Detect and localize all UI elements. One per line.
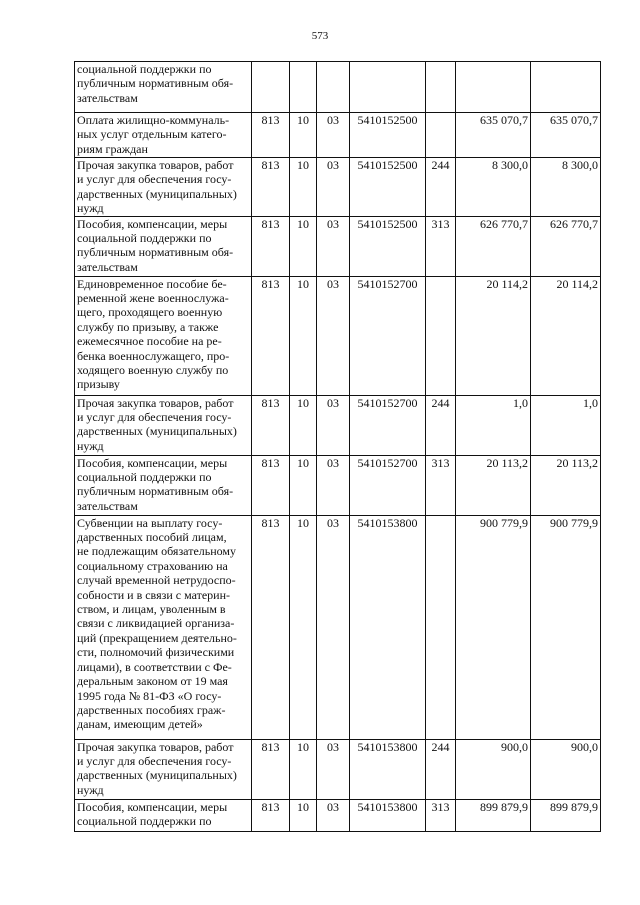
target-article-cell: 5410153800 <box>350 515 426 739</box>
amount-cell: 20 114,2 <box>456 276 531 395</box>
amount-cell: 20 113,2 <box>456 455 531 515</box>
expense-type-cell: 313 <box>426 216 456 276</box>
section-code-cell: 10 <box>290 799 317 831</box>
target-article-cell: 5410152700 <box>350 276 426 395</box>
amount-cell: 626 770,7 <box>456 216 531 276</box>
expense-type-cell <box>426 515 456 739</box>
table-row <box>75 113 601 158</box>
subsection-code-cell: 03 <box>317 515 350 739</box>
amount-cell-2: 900,0 <box>531 739 601 799</box>
table-row <box>75 739 601 799</box>
target-article-cell: 5410152500 <box>350 216 426 276</box>
subsection-code-cell: 03 <box>317 158 350 217</box>
amount-cell: 8 300,0 <box>456 158 531 217</box>
table-row <box>75 395 601 455</box>
expense-name-cell: Единовременное пособие бе- ременной жене военнослужа- щего, проходящего военную службу по призыву, а также ежемесячное пособие на ре- бенка военнослужащего, про- ходящего военную службу по призыву <box>75 276 252 395</box>
ministry-code-cell <box>252 62 290 113</box>
subsection-code-cell: 03 <box>317 113 350 158</box>
target-article-cell: 5410153800 <box>350 799 426 831</box>
subsection-code-cell: 03 <box>317 216 350 276</box>
ministry-code-cell: 813 <box>252 113 290 158</box>
amount-cell-2: 635 070,7 <box>531 113 601 158</box>
table-row <box>75 799 601 831</box>
target-article-cell: 5410153800 <box>350 739 426 799</box>
expense-name-cell: Прочая закупка товаров, работ и услуг для обеспечения госу- дарственных (муниципальных) нужд <box>75 158 252 217</box>
expense-type-cell <box>426 276 456 395</box>
amount-cell: 900 779,9 <box>456 515 531 739</box>
expense-type-cell <box>426 113 456 158</box>
amount-cell-2: 20 113,2 <box>531 455 601 515</box>
table-row <box>75 455 601 515</box>
subsection-code-cell: 03 <box>317 455 350 515</box>
section-code-cell <box>290 62 317 113</box>
section-code-cell: 10 <box>290 158 317 217</box>
section-code-cell: 10 <box>290 739 317 799</box>
section-code-cell: 10 <box>290 113 317 158</box>
amount-cell-2: 1,0 <box>531 395 601 455</box>
table-row <box>75 515 601 739</box>
expense-name-cell: Оплата жилищно-коммуналь- ных услуг отдельным катего- риям граждан <box>75 113 252 158</box>
table-row <box>75 158 601 217</box>
target-article-cell: 5410152500 <box>350 113 426 158</box>
expense-type-cell <box>426 62 456 113</box>
expense-name-cell: Пособия, компенсации, меры социальной поддержки по публичным нормативным обя- зательствам <box>75 455 252 515</box>
expense-name-cell: Прочая закупка товаров, работ и услуг для обеспечения госу- дарственных (муниципальных) нужд <box>75 395 252 455</box>
table-row <box>75 216 601 276</box>
ministry-code-cell: 813 <box>252 799 290 831</box>
ministry-code-cell: 813 <box>252 216 290 276</box>
subsection-code-cell: 03 <box>317 799 350 831</box>
expense-name-cell: Прочая закупка товаров, работ и услуг для обеспечения госу- дарственных (муниципальных) нужд <box>75 739 252 799</box>
budget-table-body <box>75 62 601 832</box>
section-code-cell: 10 <box>290 276 317 395</box>
section-code-cell: 10 <box>290 395 317 455</box>
amount-cell: 899 879,9 <box>456 799 531 831</box>
expense-type-cell: 313 <box>426 799 456 831</box>
subsection-code-cell <box>317 62 350 113</box>
section-code-cell: 10 <box>290 455 317 515</box>
target-article-cell: 5410152700 <box>350 395 426 455</box>
amount-cell-2: 20 114,2 <box>531 276 601 395</box>
table-row <box>75 276 601 395</box>
page-number: 573 <box>311 30 329 42</box>
amount-cell-2: 899 879,9 <box>531 799 601 831</box>
expense-type-cell: 313 <box>426 455 456 515</box>
budget-table <box>74 61 601 832</box>
amount-cell <box>456 62 531 113</box>
amount-cell-2: 626 770,7 <box>531 216 601 276</box>
subsection-code-cell: 03 <box>317 739 350 799</box>
ministry-code-cell: 813 <box>252 515 290 739</box>
ministry-code-cell: 813 <box>252 395 290 455</box>
target-article-cell: 5410152500 <box>350 158 426 217</box>
ministry-code-cell: 813 <box>252 158 290 217</box>
target-article-cell: 5410152700 <box>350 455 426 515</box>
subsection-code-cell: 03 <box>317 395 350 455</box>
expense-name-cell: Пособия, компенсации, меры социальной поддержки по <box>75 799 252 831</box>
section-code-cell: 10 <box>290 515 317 739</box>
expense-type-cell: 244 <box>426 395 456 455</box>
expense-name-cell: Субвенции на выплату госу- дарственных пособий лицам, не подлежащим обязательному социальному страхованию на случай временной нетрудоспо- собности и в связи с материн- ством, и лицам, уволенным в связи с ликвидацией организа- ций (прекращением деятельно- сти, полномочий физическими лицами), в соответствии с Фе- деральным законом от 19 мая 1995 года № 81-ФЗ «О госу- дарственных пособиях граж- данам, имеющим детей» <box>75 515 252 739</box>
target-article-cell <box>350 62 426 113</box>
table-row <box>75 62 601 113</box>
expense-name-cell: Пособия, компенсации, меры социальной поддержки по публичным нормативным обя- зательствам <box>75 216 252 276</box>
amount-cell-2 <box>531 62 601 113</box>
ministry-code-cell: 813 <box>252 276 290 395</box>
expense-type-cell: 244 <box>426 158 456 217</box>
ministry-code-cell: 813 <box>252 739 290 799</box>
ministry-code-cell: 813 <box>252 455 290 515</box>
amount-cell: 900,0 <box>456 739 531 799</box>
expense-type-cell: 244 <box>426 739 456 799</box>
amount-cell-2: 8 300,0 <box>531 158 601 217</box>
amount-cell-2: 900 779,9 <box>531 515 601 739</box>
subsection-code-cell: 03 <box>317 276 350 395</box>
expense-name-cell: социальной поддержки по публичным нормативным обя- зательствам <box>75 62 252 113</box>
amount-cell: 635 070,7 <box>456 113 531 158</box>
amount-cell: 1,0 <box>456 395 531 455</box>
section-code-cell: 10 <box>290 216 317 276</box>
